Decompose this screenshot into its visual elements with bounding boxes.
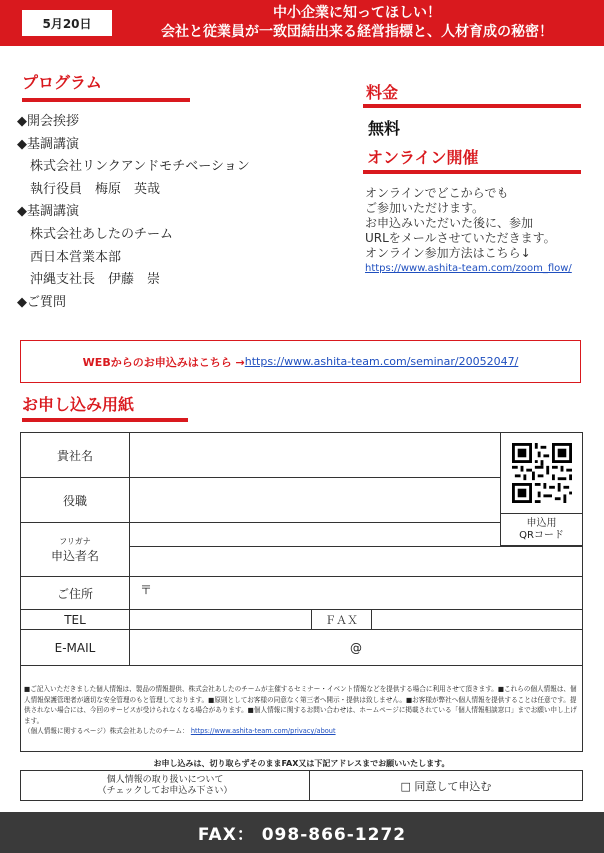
privacy-notice-text: ■ご記入いただきました個人情報は、製品の情報提供、株式会社あしたのチームが主催するセミナー・イベント情報などを提供する場合に利用させて頂きます。■これらの個人情報は、個人情報保護管理者が適切な安全管理のもと管理しております。■原則としてお客様の同意なく第三者へ開示・提供は致しません。■お客様が弊社へ個人情報を提供することは任意です。提供されない場合には、今回のサービスが受けられなくなる場合があります。■個人情報に関するお問い合わせは、ホームページに掲載されている「個人情報相談窓口」までお願い申し上げます。 bbox=[24, 685, 577, 725]
submission-instruction: お申し込みは、切り取らずそのままFAX又は下記アドレスまでお願いいたします。 bbox=[153, 759, 450, 768]
email-label: E-MAIL bbox=[20, 629, 130, 666]
program-item: 株式会社あしたのチーム bbox=[30, 226, 174, 242]
form-title: お申し込み用紙 bbox=[22, 395, 135, 414]
fee-title: 料金 bbox=[366, 83, 399, 102]
tel-input[interactable] bbox=[129, 609, 312, 630]
applicant-name-input[interactable] bbox=[129, 546, 583, 577]
title-line-2: 会社と従業員が一致団結出来る経営指標と、人材育成の秘密！ bbox=[161, 24, 553, 40]
consent-label bbox=[20, 770, 310, 801]
fee-price: 無料 bbox=[368, 119, 401, 138]
title-line-1: 中小企業に知ってほしい！ bbox=[273, 5, 441, 21]
program-item: 執行役員 梅原 英哉 bbox=[30, 181, 161, 197]
program-list bbox=[17, 111, 250, 314]
web-apply-link[interactable]: https://www.ashita-team.com/seminar/20052047/ bbox=[244, 355, 519, 368]
privacy-link[interactable]: https://www.ashita-team.com/privacy/about bbox=[190, 727, 336, 735]
zoom-flow-link[interactable]: https://www.ashita-team.com/zoom_flow/ bbox=[365, 263, 572, 274]
form-underline bbox=[22, 418, 188, 422]
fax-label: ＦＡＸ bbox=[311, 609, 372, 630]
address-label: ご住所 bbox=[20, 576, 130, 610]
fee-line: お申込みいただいた後に、参加 bbox=[365, 216, 534, 230]
company-input[interactable] bbox=[129, 432, 501, 478]
consent-label-line: 個人情報の取り扱いについて bbox=[106, 774, 224, 785]
position-label: 役職 bbox=[20, 477, 130, 523]
fax-footer: FAX： 098-866-1272 bbox=[0, 812, 604, 853]
fee-underline bbox=[363, 104, 581, 108]
tel-label: TEL bbox=[20, 609, 130, 630]
consent-label-line: （チェックしてお申込み下さい） bbox=[97, 785, 233, 796]
applicant-name-label: 申込者名 bbox=[50, 548, 99, 563]
fee-line: ご参加いただけます。 bbox=[365, 201, 485, 215]
qr-label-line: 申込用 bbox=[526, 517, 557, 529]
company-label: 貴社名 bbox=[20, 432, 130, 478]
qr-code-box bbox=[500, 432, 583, 514]
fee-line: オンラインでどこからでも bbox=[365, 186, 509, 200]
fee-description bbox=[365, 186, 572, 276]
online-title: オンライン開催 bbox=[367, 148, 479, 167]
qr-label-line: QRコード bbox=[519, 529, 564, 541]
fee-line: URLをメールさせていただきます。 bbox=[365, 231, 556, 245]
online-underline bbox=[363, 170, 581, 174]
address-input[interactable] bbox=[129, 576, 583, 610]
at-mark: @ bbox=[350, 640, 362, 655]
program-item: 西日本営業本部 bbox=[30, 249, 122, 265]
program-item: 株式会社リンクアンドモチベーション bbox=[30, 159, 250, 175]
furigana-label: フリガナ bbox=[59, 536, 91, 546]
consent-checkbox[interactable]: □ 同意して申込む bbox=[309, 770, 583, 801]
applicant-label bbox=[20, 522, 130, 577]
privacy-related-label: （個人情報に関するページ）株式会社あしたのチーム： bbox=[24, 727, 189, 735]
program-item: ◆開会挨拶 bbox=[17, 114, 79, 129]
postal-mark: 〒 bbox=[140, 583, 153, 597]
program-item: ◆基調講演 bbox=[17, 204, 79, 220]
qr-code-icon bbox=[512, 443, 572, 503]
fee-line: オンライン参加方法はこちら↓ bbox=[365, 246, 531, 260]
furigana-input[interactable] bbox=[129, 522, 501, 547]
program-title: プログラム bbox=[22, 73, 102, 92]
email-input[interactable] bbox=[129, 629, 583, 666]
program-item: 沖縄支社長 伊藤 崇 bbox=[30, 272, 161, 288]
privacy-related bbox=[24, 726, 580, 737]
date-badge: 5月20日 bbox=[22, 10, 112, 36]
program-underline bbox=[22, 98, 190, 102]
fax-input[interactable] bbox=[371, 609, 583, 630]
page-title bbox=[122, 4, 592, 42]
position-input[interactable] bbox=[129, 477, 501, 523]
web-apply-label: WEBからのお申込みはこちら → bbox=[82, 355, 245, 369]
program-item: ◆基調講演 bbox=[17, 136, 79, 152]
program-item: ◆ご質問 bbox=[17, 294, 66, 310]
qr-code-label bbox=[500, 513, 583, 546]
privacy-notice bbox=[24, 684, 580, 737]
web-apply-box bbox=[20, 340, 581, 383]
